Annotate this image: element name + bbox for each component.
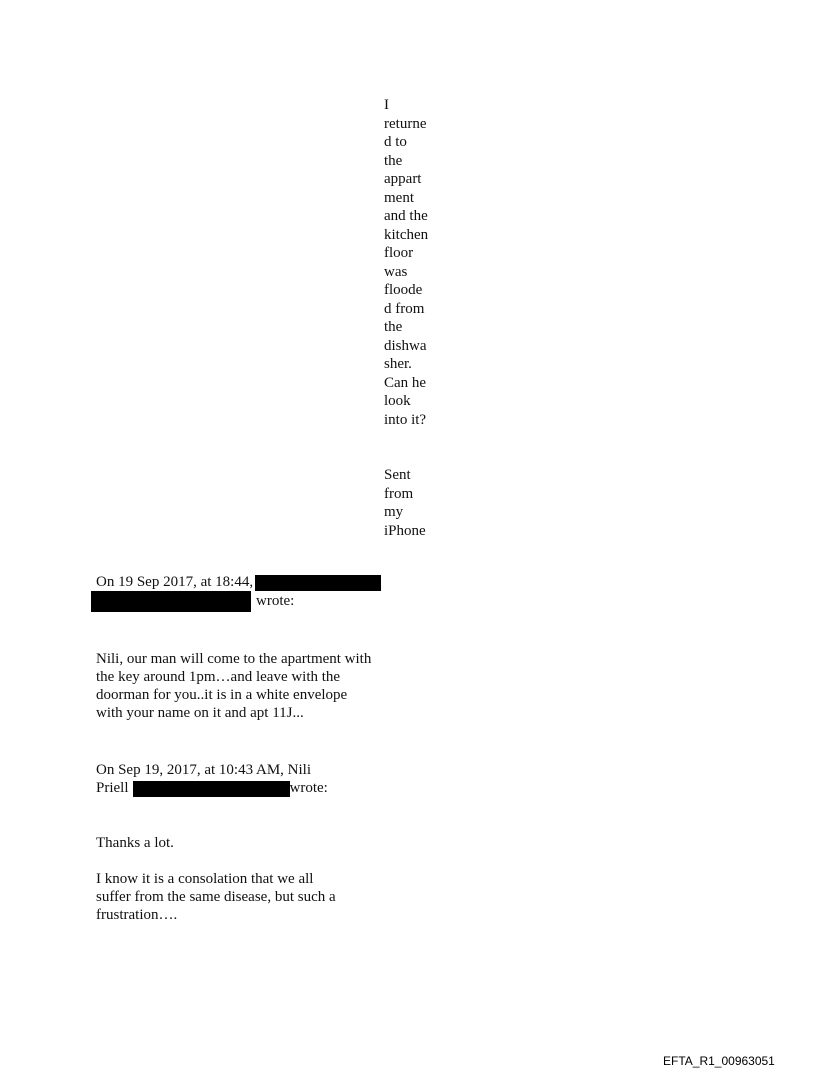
narrow-line: look	[384, 393, 411, 409]
narrow-line: dishwa	[384, 337, 427, 354]
narrow-line: returne	[384, 115, 427, 132]
body-line: suffer from the same disease, but such a	[96, 889, 336, 905]
narrow-message-column	[384, 96, 440, 540]
redaction-bar	[255, 575, 381, 591]
narrow-line: d from	[384, 300, 425, 317]
reply-header-1	[96, 573, 381, 612]
narrow-line: and the	[384, 208, 428, 224]
body-line: I know it is a consolation that we all	[96, 871, 314, 887]
document-id: EFTA_R1_00963051	[663, 1054, 775, 1068]
body-line: Thanks a lot.	[96, 835, 174, 851]
narrow-line: Can he	[384, 374, 427, 391]
signature-line: iPhone	[384, 522, 426, 539]
header-suffix: wrote:	[256, 592, 295, 609]
signature-line: my	[384, 504, 404, 520]
narrow-line: was	[384, 263, 408, 280]
message-body-2	[96, 834, 336, 924]
body-line: doorman for you..it is in a white envelope	[96, 687, 348, 703]
header-suffix: wrote:	[289, 780, 328, 796]
redaction-bar	[91, 591, 251, 612]
signature-line: Sent	[384, 467, 411, 483]
header-line: On Sep 19, 2017, at 10:43 AM, Nili	[96, 762, 312, 778]
narrow-line: appart	[384, 171, 422, 187]
redaction-bar	[133, 781, 290, 797]
signature-line: from	[384, 485, 414, 502]
message-body-1	[96, 650, 371, 722]
narrow-line: kitchen	[384, 226, 429, 243]
narrow-line: the	[384, 152, 403, 169]
narrow-line: into it?	[384, 411, 427, 428]
body-line: the key around 1pm…and leave with the	[96, 669, 341, 685]
header-prefix: On 19 Sep 2017, at 18:44,	[96, 574, 254, 590]
body-line: frustration….	[96, 907, 178, 923]
narrow-line: floode	[384, 282, 423, 298]
narrow-line: the	[384, 319, 403, 335]
narrow-line: I	[384, 97, 389, 113]
narrow-line: d to	[384, 134, 407, 150]
narrow-line: floor	[384, 245, 414, 261]
reply-header-2	[96, 761, 328, 797]
header-sender: Priell	[96, 780, 129, 796]
body-line: with your name on it and apt 11J...	[96, 705, 304, 721]
narrow-line: sher.	[384, 356, 412, 372]
narrow-line: ment	[384, 189, 414, 206]
body-line: Nili, our man will come to the apartment with	[96, 651, 372, 667]
sent-from-signature	[384, 466, 440, 540]
